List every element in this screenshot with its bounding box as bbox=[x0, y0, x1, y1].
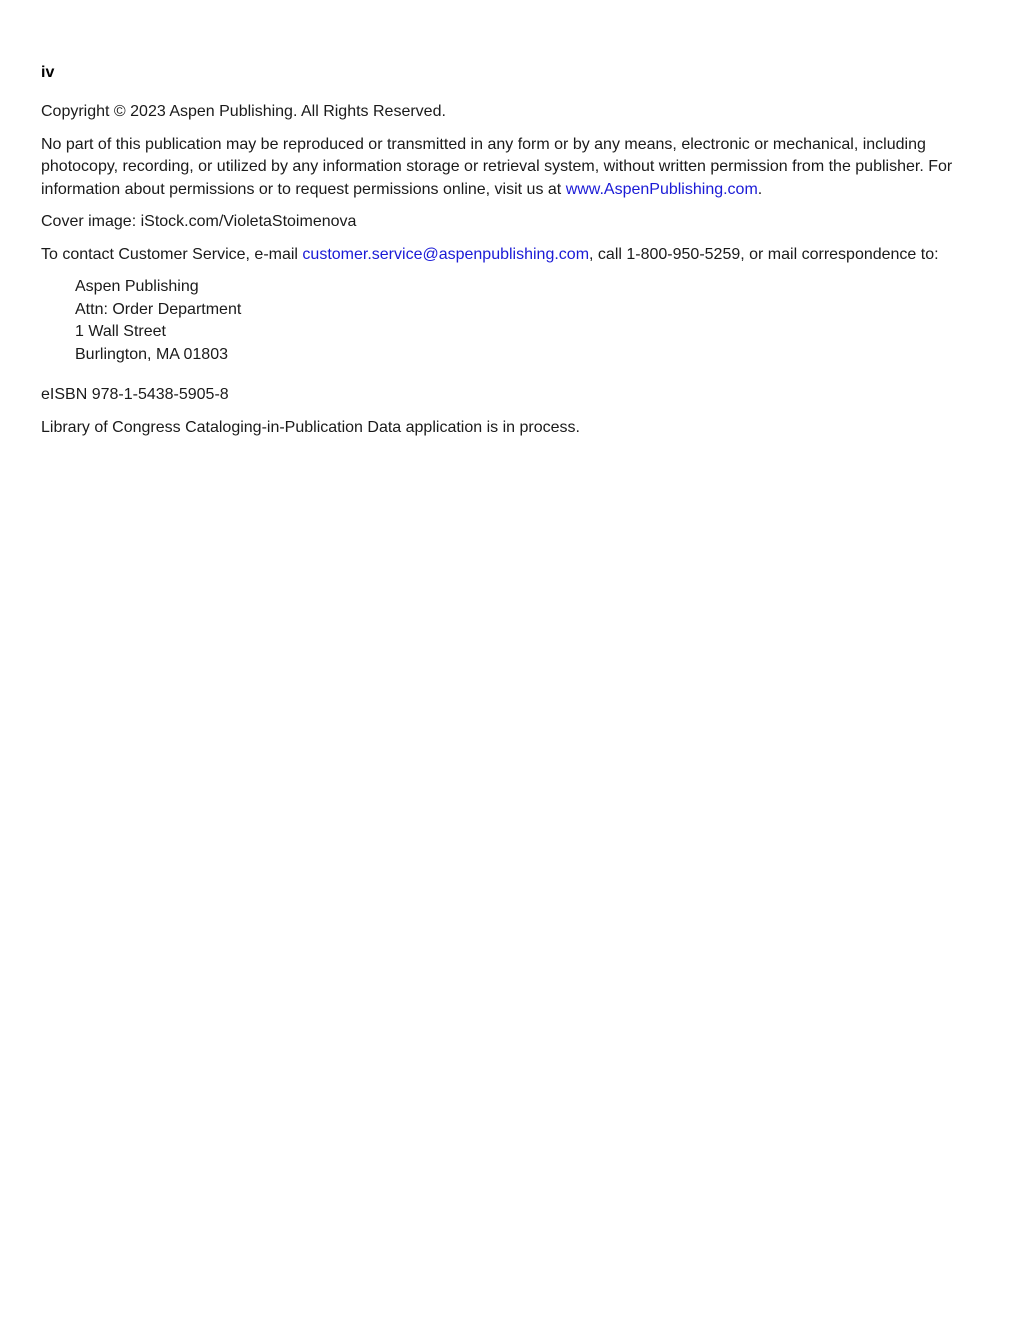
contact-phone-text: , call 1-800-950-5259, or mail correspondence to: bbox=[589, 245, 939, 263]
mailing-address bbox=[75, 276, 986, 366]
contact-text: To contact Customer Service, e-mail bbox=[41, 245, 303, 263]
page-number: iv bbox=[41, 64, 55, 81]
permissions-period: . bbox=[757, 180, 763, 198]
address-line-street: 1 Wall Street bbox=[75, 323, 166, 340]
publisher-website-link[interactable]: www.AspenPublishing.com bbox=[565, 180, 758, 198]
address-line-attention: Attn: Order Department bbox=[75, 300, 242, 318]
copyright-page bbox=[41, 62, 986, 449]
address-line-city: Burlington, MA 01803 bbox=[75, 345, 228, 363]
contact-paragraph bbox=[41, 244, 986, 267]
copyright-notice: Copyright © 2023 Aspen Publishing. All Rights Reserved. bbox=[41, 103, 446, 120]
cover-image-credit: Cover image: iStock.com/VioletaStoimenova bbox=[41, 213, 357, 230]
address-line-company: Aspen Publishing bbox=[75, 278, 199, 295]
eisbn: eISBN 978-1-5438-5905-8 bbox=[41, 386, 229, 403]
customer-service-email-link[interactable]: customer.service@aspenpublishing.com bbox=[302, 245, 590, 263]
library-of-congress-note: Library of Congress Cataloging-in-Publication Data application is in process. bbox=[41, 418, 580, 436]
permissions-text: No part of this publication may be reproduced or transmitted in any form or by any means, electronic or mechanical, including photocopy, recording, or utilized by any information storage or retrieval system, without written permission from the publisher. For information about permissions or to request permissions online, visit us at bbox=[41, 135, 953, 198]
permissions-paragraph bbox=[41, 134, 986, 202]
